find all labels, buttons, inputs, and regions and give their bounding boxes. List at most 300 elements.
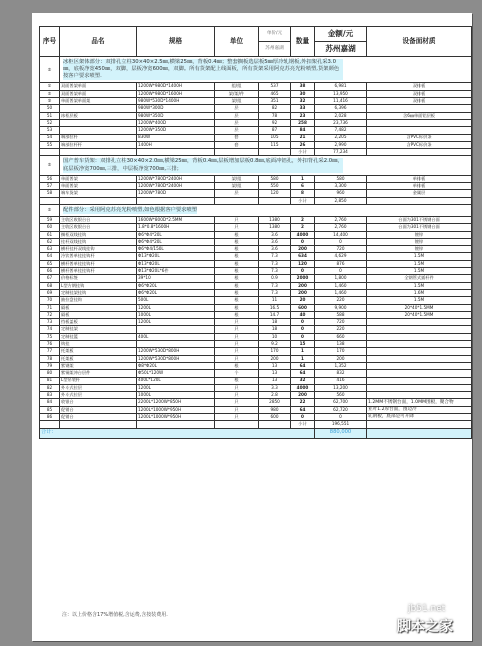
cell-name[interactable]: 定制挂架挂钩 xyxy=(60,289,137,296)
cell-qty[interactable]: 1 xyxy=(291,175,315,182)
cell-no[interactable]: 72 xyxy=(40,311,60,318)
cell-price[interactable]: 170 xyxy=(259,348,291,355)
cell-remark[interactable]: 亚叶1.2厚台面，围边冷 xyxy=(367,406,472,413)
cell-name[interactable]: 挂杆双线挂钩 xyxy=(60,238,137,245)
cell-qty[interactable]: 0 xyxy=(291,319,315,326)
cell-price[interactable]: 13 xyxy=(259,362,291,369)
cell-no[interactable]: 68 xyxy=(40,282,60,289)
cell-no[interactable]: 73 xyxy=(40,319,60,326)
cell-amount[interactable]: 0 xyxy=(315,414,367,421)
cell-remark[interactable]: 镀锌 xyxy=(367,246,472,253)
cell-amount[interactable]: 560 xyxy=(315,392,367,399)
cell-name[interactable] xyxy=(60,119,137,126)
cell-amount[interactable]: 2,205 xyxy=(315,134,367,141)
cell-spec[interactable]: 1200L xyxy=(137,304,215,311)
cell-remark[interactable] xyxy=(367,392,472,399)
cell-amount[interactable]: 23,736 xyxy=(315,119,367,126)
cell-unit[interactable]: 架/组 xyxy=(215,182,259,189)
cell-remark[interactable]: 单排板 xyxy=(367,175,472,182)
cell-price[interactable]: 9.2 xyxy=(259,341,291,348)
cell-price[interactable]: 3.6 xyxy=(259,246,291,253)
cell-amount[interactable]: 876 xyxy=(315,260,367,267)
cell-price[interactable]: 600 xyxy=(259,414,291,421)
cell-price[interactable]: 3.6 xyxy=(259,238,291,245)
cell-spec[interactable]: Φ8*Φ20L xyxy=(137,362,215,369)
cell-amount[interactable]: 9,900 xyxy=(315,304,367,311)
cell-name[interactable]: 单面普架单面架 xyxy=(60,98,137,105)
cell-no[interactable]: 84 xyxy=(40,399,60,406)
cell-qty[interactable]: 64 xyxy=(291,370,315,377)
cell-qty[interactable]: 2 xyxy=(291,224,315,231)
cell-qty[interactable]: 0 xyxy=(291,238,315,245)
cell-spec[interactable]: 980W*300D xyxy=(137,105,215,112)
cell-spec[interactable]: 400L*120L xyxy=(137,377,215,384)
cell-spec[interactable]: 1200L xyxy=(137,319,215,326)
cell-remark[interactable] xyxy=(367,355,472,362)
cell-price[interactable]: 465 xyxy=(259,90,291,97)
cell-no[interactable]: 69 xyxy=(40,289,60,296)
cell-qty[interactable]: 21 xyxy=(291,134,315,141)
cell-name[interactable]: 端部拉杆杆 xyxy=(60,141,137,148)
cell-amount[interactable]: 3,300 xyxy=(315,182,367,189)
cell-no[interactable]: 71 xyxy=(40,304,60,311)
cell-qty[interactable]: 0 xyxy=(291,333,315,340)
cell-amount[interactable]: 170 xyxy=(315,348,367,355)
cell-price[interactable]: 3.3 xyxy=(259,384,291,391)
cell-price[interactable]: 115 xyxy=(259,141,291,148)
cell-amount[interactable]: 2,990 xyxy=(315,141,367,148)
cell-name[interactable]: 托架板 xyxy=(60,355,137,362)
cell-no[interactable]: ③ xyxy=(40,98,60,105)
cell-qty[interactable]: 200 xyxy=(291,246,315,253)
cell-amount[interactable]: 2,028 xyxy=(315,112,367,119)
cell-unit[interactable]: 只 xyxy=(215,333,259,340)
cell-no[interactable]: 77 xyxy=(40,348,60,355)
cell-price[interactable]: 550 xyxy=(259,182,291,189)
cell-qty[interactable]: 33 xyxy=(291,105,315,112)
cell-price[interactable]: 7.3 xyxy=(259,282,291,289)
cell-qty[interactable]: 32 xyxy=(291,98,315,105)
cell-name[interactable]: 主收区收银台台 xyxy=(60,224,137,231)
cell-qty[interactable]: 200 xyxy=(291,392,315,399)
cell-spec[interactable]: Φ13*Φ20L xyxy=(137,253,215,260)
cell-qty[interactable]: 120 xyxy=(291,260,315,267)
cell-remark[interactable]: 20*40*1.5MM xyxy=(367,311,472,318)
cell-spec[interactable]: Φ6*Φ4*20L xyxy=(137,238,215,245)
cell-amount[interactable]: 720 xyxy=(315,246,367,253)
cell-qty[interactable]: 2000 xyxy=(291,275,315,282)
cell-name[interactable]: 单面普架 xyxy=(60,182,137,189)
cell-name[interactable]: 隔板 xyxy=(60,304,137,311)
cell-price[interactable]: 14.7 xyxy=(259,311,291,318)
cell-remark[interactable] xyxy=(367,105,472,112)
cell-remark[interactable] xyxy=(367,362,472,369)
cell-remark[interactable]: 双排板 xyxy=(367,98,472,105)
cell-spec[interactable]: 1.8*0.8*1600H xyxy=(137,224,215,231)
cell-amount[interactable]: 4,629 xyxy=(315,253,367,260)
cell-name[interactable]: 横杆挂杆双线挂钩 xyxy=(60,246,137,253)
cell-remark[interactable]: 双排板 xyxy=(367,83,472,90)
cell-spec[interactable]: 1200L xyxy=(137,384,215,391)
cell-no[interactable]: 66 xyxy=(40,268,60,275)
cell-unit[interactable]: 架/组 xyxy=(215,98,259,105)
cell-name[interactable]: 双面普架单面 xyxy=(60,90,137,97)
cell-price[interactable]: 87 xyxy=(259,127,291,134)
cell-no[interactable]: 76 xyxy=(40,341,60,348)
cell-unit[interactable]: 只 xyxy=(215,355,259,362)
cell-price[interactable]: 120 xyxy=(259,190,291,197)
cell-name[interactable]: 挡板盖板 xyxy=(60,319,137,326)
cell-unit[interactable]: 根 xyxy=(215,362,259,369)
cell-unit[interactable]: 根 xyxy=(215,311,259,318)
cell-qty[interactable]: 258 xyxy=(291,119,315,126)
cell-spec[interactable]: 2200L*1200W*850H xyxy=(137,399,215,406)
cell-qty[interactable]: 634 xyxy=(291,253,315,260)
cell-unit[interactable]: 只 xyxy=(215,414,259,421)
cell-qty[interactable]: 200 xyxy=(291,282,315,289)
cell-name[interactable]: 横杆普单挂挂钩杆 xyxy=(60,260,137,267)
cell-unit[interactable]: 层 xyxy=(215,112,259,119)
cell-price[interactable]: 7.3 xyxy=(259,260,291,267)
cell-no[interactable]: ② xyxy=(40,90,60,97)
cell-name[interactable] xyxy=(60,105,137,112)
cell-name[interactable]: 双面普架单面 xyxy=(60,83,137,90)
cell-no[interactable]: 63 xyxy=(40,246,60,253)
cell-spec[interactable]: 39*10 xyxy=(137,275,215,282)
cell-amount[interactable]: 588 xyxy=(315,311,367,318)
cell-price[interactable]: 13 xyxy=(259,370,291,377)
cell-spec[interactable]: 1400H xyxy=(137,141,215,148)
cell-price[interactable]: 10 xyxy=(259,333,291,340)
cell-qty[interactable]: 26 xyxy=(291,141,315,148)
cell-price[interactable]: 11 xyxy=(259,297,291,304)
cell-no[interactable]: 85 xyxy=(40,406,60,413)
cell-remark[interactable]: 1.5M xyxy=(367,253,472,260)
cell-no[interactable]: 50 xyxy=(40,105,60,112)
cell-remark[interactable]: 镀锌 xyxy=(367,238,472,245)
cell-amount[interactable]: 2,760 xyxy=(315,224,367,231)
cell-remark[interactable]: 1.5M xyxy=(367,268,472,275)
cell-amount[interactable]: 1,800 xyxy=(315,275,367,282)
cell-spec[interactable]: 1600W*800D*2.5MM xyxy=(137,217,215,224)
cell-no[interactable]: 53 xyxy=(40,127,60,134)
cell-spec[interactable]: Φ50L*120W xyxy=(137,370,215,377)
cell-price[interactable]: 980 xyxy=(259,406,291,413)
cell-spec[interactable]: 1200L*1000W*950H xyxy=(137,414,215,421)
cell-no[interactable]: 70 xyxy=(40,297,60,304)
cell-name[interactable]: L型方钢挂钩 xyxy=(60,282,137,289)
cell-price[interactable]: 105 xyxy=(259,134,291,141)
cell-spec[interactable]: 1200W*350D xyxy=(137,127,215,134)
cell-remark[interactable]: 轧钢板，底部是可升降 xyxy=(367,414,472,421)
cell-spec[interactable]: 1200W*530D*800H xyxy=(137,355,215,362)
cell-qty[interactable]: 4000 xyxy=(291,231,315,238)
cell-no[interactable]: 83 xyxy=(40,392,60,399)
cell-remark[interactable]: 镀锌 xyxy=(367,231,472,238)
cell-price[interactable]: 200 xyxy=(259,355,291,362)
cell-price[interactable]: 7.3 xyxy=(259,289,291,296)
cell-remark[interactable]: 含6㎜单面铝层板 xyxy=(367,112,472,119)
cell-amount[interactable]: 6,981 xyxy=(315,83,367,90)
cell-qty[interactable]: 8 xyxy=(291,190,315,197)
cell-unit[interactable]: 层 xyxy=(215,127,259,134)
cell-name[interactable]: 紫铜架冲台层件 xyxy=(60,370,137,377)
cell-price[interactable]: 537 xyxy=(259,83,291,90)
cell-price[interactable]: 0.9 xyxy=(259,275,291,282)
cell-remark[interactable]: 含PVC标价条 xyxy=(367,141,472,148)
cell-spec[interactable]: Φ13*Φ20L*6件 xyxy=(137,268,215,275)
cell-unit[interactable]: 只 xyxy=(215,406,259,413)
cell-no[interactable]: 59 xyxy=(40,217,60,224)
cell-no[interactable]: 67 xyxy=(40,275,60,282)
cell-price[interactable]: 3.6 xyxy=(259,231,291,238)
cell-remark[interactable]: 1.6M xyxy=(367,289,472,296)
cell-price[interactable]: 16.5 xyxy=(259,304,291,311)
cell-remark[interactable] xyxy=(367,326,472,333)
cell-unit[interactable]: 根 xyxy=(215,275,259,282)
cell-unit[interactable]: 根 xyxy=(215,246,259,253)
cell-price[interactable]: 7.3 xyxy=(259,253,291,260)
cell-name[interactable]: 抽拉盘挂钩 xyxy=(60,297,137,304)
cell-spec[interactable]: 1200W*400D xyxy=(137,119,215,126)
cell-qty[interactable]: 38 xyxy=(291,83,315,90)
cell-spec[interactable]: 1200W*980D*1400H xyxy=(137,83,215,90)
cell-no[interactable]: 55 xyxy=(40,141,60,148)
cell-no[interactable]: 81 xyxy=(40,377,60,384)
cell-amount[interactable]: 14,400 xyxy=(315,231,367,238)
cell-unit[interactable]: 架/组 xyxy=(215,175,259,182)
cell-name[interactable]: 托架板 xyxy=(60,348,137,355)
cell-price[interactable]: 18 xyxy=(259,326,291,333)
cell-unit[interactable]: 只 xyxy=(215,384,259,391)
cell-price[interactable]: 7.3 xyxy=(259,268,291,275)
cell-name[interactable] xyxy=(60,127,137,134)
cell-unit[interactable]: 只 xyxy=(215,326,259,333)
cell-remark[interactable] xyxy=(367,119,472,126)
cell-amount[interactable]: 1,352 xyxy=(315,362,367,369)
cell-unit[interactable]: 根 xyxy=(215,377,259,384)
cell-name[interactable]: 搁柜双线挂钩 xyxy=(60,231,137,238)
cell-qty[interactable]: 84 xyxy=(291,127,315,134)
cell-remark[interactable] xyxy=(367,348,472,355)
cell-name[interactable]: 主收区收银台台 xyxy=(60,217,137,224)
cell-no[interactable]: 61 xyxy=(40,231,60,238)
cell-qty[interactable]: 200 xyxy=(291,289,315,296)
cell-unit[interactable]: 根 xyxy=(215,268,259,275)
cell-qty[interactable]: 0 xyxy=(291,414,315,421)
cell-spec[interactable]: 980W*350D xyxy=(137,112,215,119)
cell-unit[interactable]: 组/组 xyxy=(215,83,259,90)
cell-name[interactable]: 紫钢架 xyxy=(60,362,137,369)
cell-unit[interactable]: 架/架/件 xyxy=(215,90,259,97)
cell-price[interactable]: 92 xyxy=(259,119,291,126)
cell-name[interactable]: 钩挂 xyxy=(60,341,137,348)
cell-amount[interactable]: 832 xyxy=(315,370,367,377)
cell-remark[interactable] xyxy=(367,370,472,377)
cell-name[interactable]: 端车货架 xyxy=(60,190,137,197)
cell-price[interactable]: 1380 xyxy=(259,217,291,224)
cell-amount[interactable]: 7,482 xyxy=(315,127,367,134)
cell-no[interactable]: 65 xyxy=(40,260,60,267)
cell-spec[interactable]: 1200W*780D*2400H xyxy=(137,182,215,189)
cell-spec[interactable] xyxy=(137,341,215,348)
cell-amount[interactable]: 0 xyxy=(315,238,367,245)
cell-spec[interactable]: Φ6*Φ4*20L xyxy=(137,231,215,238)
cell-qty[interactable]: 600 xyxy=(291,304,315,311)
cell-remark[interactable]: 1.5M xyxy=(367,297,472,304)
cell-remark[interactable]: 1.5M xyxy=(367,260,472,267)
cell-unit[interactable]: 根 xyxy=(215,260,259,267)
cell-unit[interactable]: 根 xyxy=(215,238,259,245)
cell-amount[interactable]: 580 xyxy=(315,175,367,182)
cell-name[interactable]: 冰柜层板 xyxy=(60,112,137,119)
cell-remark[interactable]: 1.5M xyxy=(367,282,472,289)
cell-spec[interactable]: 1200L*1000W*950H xyxy=(137,406,215,413)
cell-amount[interactable]: 13,950 xyxy=(315,90,367,97)
cell-qty[interactable]: 64 xyxy=(291,362,315,369)
cell-amount[interactable]: 11,416 xyxy=(315,98,367,105)
cell-name[interactable]: 单面普架 xyxy=(60,175,137,182)
cell-amount[interactable]: 2,760 xyxy=(315,217,367,224)
cell-unit[interactable]: 层 xyxy=(215,105,259,112)
cell-price[interactable]: 18 xyxy=(259,319,291,326)
cell-amount[interactable]: 660 xyxy=(315,333,367,340)
cell-no[interactable]: 54 xyxy=(40,134,60,141)
cell-amount[interactable]: 62,720 xyxy=(315,406,367,413)
cell-unit[interactable]: 只 xyxy=(215,224,259,231)
cell-amount[interactable]: 720 xyxy=(315,319,367,326)
cell-unit[interactable]: 只 xyxy=(215,217,259,224)
cell-no[interactable]: 86 xyxy=(40,414,60,421)
cell-spec[interactable]: 1200W*530D*800H xyxy=(137,348,215,355)
cell-name[interactable]: 隔板 xyxy=(60,311,137,318)
cell-qty[interactable]: 23 xyxy=(291,112,315,119)
cell-remark[interactable]: 单排板 xyxy=(367,182,472,189)
cell-no[interactable]: 56 xyxy=(40,175,60,182)
cell-no[interactable]: 57 xyxy=(40,182,60,189)
cell-unit[interactable]: 根 xyxy=(215,253,259,260)
cell-price[interactable]: 1380 xyxy=(259,224,291,231)
cell-price[interactable]: 2850 xyxy=(259,399,291,406)
cell-name[interactable]: L型吊装杆 xyxy=(60,377,137,384)
cell-amount[interactable]: 416 xyxy=(315,377,367,384)
cell-spec[interactable]: Φ6*Φ4/150L xyxy=(137,246,215,253)
cell-qty[interactable]: 1 xyxy=(291,355,315,362)
cell-name[interactable]: 冷饮普单挂挂钩杆 xyxy=(60,253,137,260)
cell-qty[interactable]: 32 xyxy=(291,377,315,384)
cell-amount[interactable]: 6,396 xyxy=(315,105,367,112)
cell-remark[interactable] xyxy=(367,127,472,134)
cell-no[interactable]: 79 xyxy=(40,362,60,369)
cell-name[interactable]: 促销台 xyxy=(60,406,137,413)
cell-name[interactable]: 定制挂架 xyxy=(60,326,137,333)
cell-amount[interactable]: 960 xyxy=(315,190,367,197)
cell-no[interactable]: 58 xyxy=(40,190,60,197)
cell-unit[interactable]: 只 xyxy=(215,319,259,326)
cell-amount[interactable]: 1,460 xyxy=(315,282,367,289)
cell-remark[interactable]: 金属层 xyxy=(367,190,472,197)
cell-unit[interactable]: 套 xyxy=(215,141,259,148)
cell-qty[interactable]: 4000 xyxy=(291,384,315,391)
cell-spec[interactable]: 1000L xyxy=(137,392,215,399)
cell-name[interactable]: 定制挂篮 xyxy=(60,333,137,340)
cell-amount[interactable]: 0 xyxy=(315,268,367,275)
cell-unit[interactable]: 只 xyxy=(215,392,259,399)
cell-remark[interactable] xyxy=(367,384,472,391)
cell-name[interactable]: 促销台 xyxy=(60,414,137,421)
cell-no[interactable]: 75 xyxy=(40,333,60,340)
cell-unit[interactable]: 套 xyxy=(215,134,259,141)
cell-remark[interactable]: 双排板 xyxy=(367,90,472,97)
cell-remark[interactable]: 含PVC标价条 xyxy=(367,134,472,141)
cell-price[interactable]: 351 xyxy=(259,98,291,105)
cell-remark[interactable]: 1.2MM不锈钢台面，1.0MM围板，聚合物 xyxy=(367,399,472,406)
cell-qty[interactable]: 64 xyxy=(291,406,315,413)
cell-unit[interactable]: 根 xyxy=(215,304,259,311)
cell-no[interactable]: 62 xyxy=(40,238,60,245)
cell-remark[interactable]: 台面为301不锈钢台面 xyxy=(367,217,472,224)
cell-no[interactable]: 74 xyxy=(40,326,60,333)
cell-no[interactable]: 78 xyxy=(40,355,60,362)
cell-price[interactable]: 78 xyxy=(259,112,291,119)
cell-qty[interactable]: 15 xyxy=(291,341,315,348)
cell-qty[interactable]: 40 xyxy=(291,311,315,318)
cell-price[interactable]: 2.8 xyxy=(259,392,291,399)
cell-amount[interactable]: 13,200 xyxy=(315,384,367,391)
cell-amount[interactable]: 62,700 xyxy=(315,399,367,406)
cell-unit[interactable]: 个 xyxy=(215,370,259,377)
cell-unit[interactable]: 根 xyxy=(215,282,259,289)
cell-qty[interactable]: 20 xyxy=(291,297,315,304)
cell-unit[interactable]: 只 xyxy=(215,399,259,406)
cell-unit[interactable]: 层 xyxy=(215,190,259,197)
cell-remark[interactable]: 台面为301不锈钢台面 xyxy=(367,224,472,231)
cell-spec[interactable]: 400L xyxy=(137,333,215,340)
cell-name[interactable]: 横杆普单挂挂钩杆 xyxy=(60,268,137,275)
cell-qty[interactable]: 0 xyxy=(291,326,315,333)
cell-unit[interactable]: 只 xyxy=(215,341,259,348)
cell-name[interactable]: 外斗式拉层 xyxy=(60,392,137,399)
cell-remark[interactable] xyxy=(367,377,472,384)
cell-spec[interactable]: 1200W*780D xyxy=(137,190,215,197)
cell-qty[interactable]: 2 xyxy=(291,217,315,224)
cell-price[interactable]: 82 xyxy=(259,105,291,112)
cell-spec[interactable]: Φ6*Φ20L xyxy=(137,289,215,296)
cell-no[interactable]: 80 xyxy=(40,370,60,377)
cell-remark[interactable]: 20*40*1.5MM xyxy=(367,304,472,311)
cell-remark[interactable] xyxy=(367,341,472,348)
cell-no[interactable]: 51 xyxy=(40,112,60,119)
cell-no[interactable]: 60 xyxy=(40,224,60,231)
cell-spec[interactable]: 1200W*780D*2400H xyxy=(137,175,215,182)
cell-remark[interactable] xyxy=(367,333,472,340)
cell-no[interactable]: 82 xyxy=(40,384,60,391)
cell-price[interactable]: 580 xyxy=(259,175,291,182)
cell-no[interactable]: ① xyxy=(40,83,60,90)
cell-remark[interactable]: 全钢管式插杆件 xyxy=(367,275,472,282)
cell-spec[interactable] xyxy=(137,326,215,333)
cell-spec[interactable]: 500L xyxy=(137,297,215,304)
cell-unit[interactable]: 根 xyxy=(215,289,259,296)
cell-unit[interactable]: 层 xyxy=(215,119,259,126)
cell-amount[interactable]: 200 xyxy=(315,355,367,362)
cell-spec[interactable]: 830W xyxy=(137,134,215,141)
cell-spec[interactable]: 1200W*980D*1600H xyxy=(137,90,215,97)
cell-remark[interactable] xyxy=(367,319,472,326)
cell-unit[interactable]: 根 xyxy=(215,297,259,304)
cell-spec[interactable]: 980W*530D*1400H xyxy=(137,98,215,105)
cell-qty[interactable]: 0 xyxy=(291,268,315,275)
